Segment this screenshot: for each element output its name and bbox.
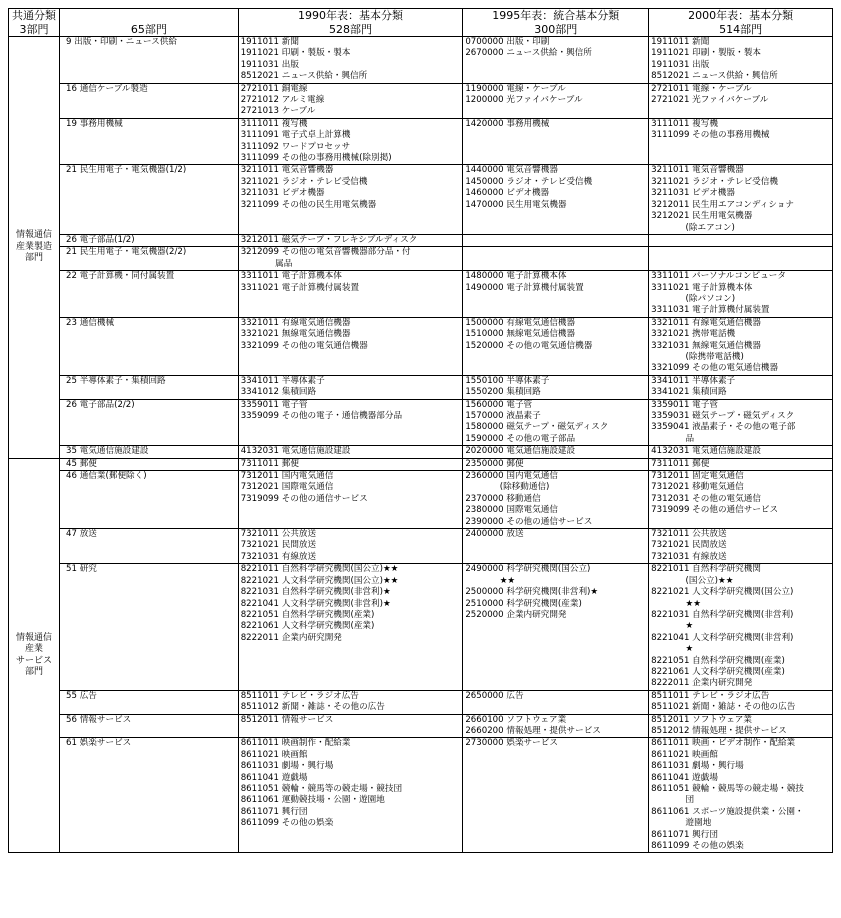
- group-label-line: 産業製造: [16, 241, 53, 252]
- classification-code-line: 8512011 ソフトウェア業: [651, 714, 752, 725]
- classification-code-line: 3321031 無線電気通信機器: [651, 340, 761, 351]
- classification-code-line: 2660200 情報処理・提供サービス: [465, 725, 601, 736]
- classification-code-line: 8221011 自然科学研究機関: [651, 564, 761, 575]
- classification-code-line: 2650000 広告: [465, 690, 524, 701]
- classification-code-line: 2500000 科学研究機関(非営利)★: [465, 587, 599, 598]
- classification-code-line: 3211021 ラジオ・テレビ受信機: [240, 176, 368, 187]
- table-row: [9, 690, 833, 714]
- classification-code-line: 1490000 電子計算機付属装置: [465, 282, 584, 293]
- classification-code-line: 3212011 民生用エアコンディショナ: [651, 199, 795, 210]
- classification-code-line: 8611021 映画館: [240, 749, 308, 760]
- classification-code-line: 7319099 その他の通信サービス: [240, 493, 368, 504]
- classification-code-line: 1580000 磁気テープ・磁気ディスク: [465, 422, 609, 433]
- classification-cell-1990: [238, 564, 463, 690]
- classification-cell-1990: [238, 375, 463, 399]
- classification-cell-1990: [238, 471, 463, 529]
- classification-code-line: 1420000 事務用機械: [465, 118, 550, 129]
- classification-cell-2000: [649, 317, 833, 375]
- classification-code-line: 1440000 電気音響機器: [465, 165, 558, 176]
- classification-code-line: 7312031 その他の電気通信: [651, 493, 761, 504]
- classification-code-line: 3111011 複写機: [240, 118, 308, 129]
- classification-code-line: 8511021 新聞・雑誌・その他の広告: [651, 702, 796, 713]
- classification-cell-1995: [463, 118, 649, 165]
- header-65-sectors: 65部門: [60, 9, 239, 37]
- table-row: [9, 118, 833, 165]
- classification-cell-2000: [649, 690, 833, 714]
- classification-code-line: 3341021 集積回路: [651, 387, 727, 398]
- classification-cell-1990: [238, 247, 463, 271]
- table-row: [9, 471, 833, 529]
- classification-cell-1995: [463, 317, 649, 375]
- classification-code-line: ★: [651, 644, 694, 655]
- classification-code-line: 8611011 映画・ビデオ制作・配給業: [651, 738, 796, 749]
- classification-code-line: 3321099 その他の電気通信機器: [240, 340, 368, 351]
- classification-cell-1995: [463, 375, 649, 399]
- classification-table: [8, 8, 833, 853]
- classification-code-line: 2020000 電気通信施設建設: [465, 446, 576, 457]
- classification-code-line: 2370000 移動通信: [465, 493, 541, 504]
- classification-cell-1990: [238, 83, 463, 118]
- table-row: [9, 399, 833, 446]
- classification-code-line: 8611031 劇場・興行場: [651, 761, 744, 772]
- classification-cell-2000: [649, 529, 833, 564]
- classification-code-line: 1911031 出版: [651, 59, 710, 70]
- classification-cell-1990: [238, 118, 463, 165]
- classification-code-line: 3341011 半導体素子: [651, 375, 736, 386]
- classification-code-line: 1480000 電子計算機本体: [465, 271, 567, 282]
- classification-code-line: 8611071 興行団: [240, 806, 308, 817]
- classification-code-line: 2510000 科学研究機関(産業): [465, 598, 582, 609]
- classification-code-line: 1510000 無線電気通信機器: [465, 329, 576, 340]
- classification-code-line: 8511011 テレビ・ラジオ広告: [651, 690, 770, 701]
- classification-code-line: 3321011 有線電気通信機器: [651, 317, 761, 328]
- classification-code-line: 8221061 人文科学研究機関(産業): [651, 666, 785, 677]
- classification-code-line: 4132031 電気通信施設建設: [651, 446, 761, 457]
- header-common-classification: 共通分類 3部門: [9, 9, 60, 37]
- classification-code-line: 3359031 磁気テープ・磁気ディスク: [651, 411, 795, 421]
- classification-code-line: 2390000 その他の通信サービス: [465, 516, 593, 527]
- table-body: [9, 37, 833, 853]
- classification-code-line: 8221011 自然科学研究機関(国公立)★★: [240, 564, 399, 575]
- table-row: [9, 714, 833, 738]
- classification-code-line: 3211031 ビデオ機器: [651, 188, 735, 199]
- classification-cell-2000: [649, 83, 833, 118]
- classification-code-line: 7321021 民間放送: [240, 540, 317, 551]
- group-label-line: 部門: [25, 667, 44, 678]
- classification-code-line: 8611011 映画制作・配給業: [240, 738, 351, 749]
- classification-code-line: 8221041 人文科学研究機関(非営利)★: [240, 598, 391, 609]
- classification-code-line: (除エアコン): [651, 222, 735, 233]
- classification-code-line: 1550100 半導体素子: [465, 375, 550, 386]
- classification-code-line: 8511011 テレビ・ラジオ広告: [240, 690, 359, 701]
- table-row: [9, 529, 833, 564]
- classification-code-line: 8611051 競輪・競馬等の競走場・競技: [651, 784, 804, 794]
- classification-code-line: 3212099 その他の電気音響機器部分品・付: [240, 247, 411, 258]
- classification-code-line: 8611041 遊戯場: [240, 772, 308, 783]
- classification-code-line: 1470000 民生用電気機器: [465, 199, 567, 210]
- sector-cell: 16 通信ケーブル製造: [60, 83, 239, 118]
- group-label: [9, 37, 60, 459]
- classification-cell-1995: [463, 690, 649, 714]
- table-row: [9, 738, 833, 853]
- classification-code-line: 7312021 国際電気通信: [240, 482, 334, 493]
- classification-code-line: 8611061 スポーツ施設提供業・公園・: [651, 806, 804, 817]
- classification-cell-2000: [649, 118, 833, 165]
- group-label-line: 情報通信: [16, 632, 53, 643]
- classification-code-line: 7321031 有線放送: [651, 551, 727, 562]
- classification-code-line: 1460000 ビデオ機器: [465, 188, 550, 199]
- classification-code-line: 1560000 電子管: [465, 399, 533, 410]
- classification-cell-1990: [238, 529, 463, 564]
- classification-code-line: 3212021 民生用電気機器: [651, 211, 753, 222]
- table-row: [9, 165, 833, 234]
- classification-code-line: 3111099 その他の事務用機械(除別掲): [240, 153, 392, 164]
- classification-cell-1990: [238, 458, 463, 470]
- classification-cell-1990: [238, 446, 463, 458]
- classification-code-line: 8611021 映画館: [651, 749, 718, 760]
- classification-cell-1995: [463, 37, 649, 84]
- classification-code-line: 2660100 ソフトウェア業: [465, 714, 567, 725]
- classification-code-line: 3341012 集積回路: [240, 387, 317, 398]
- classification-code-line: 1590000 その他の電子部品: [465, 433, 576, 444]
- classification-code-line: 2520000 企業内研究開発: [465, 609, 567, 620]
- classification-cell-1995: [463, 458, 649, 470]
- classification-code-line: 1570000 液晶素子: [465, 411, 541, 421]
- classification-code-line: 3321021 無線電気通信機器: [240, 329, 351, 340]
- sector-cell: 45 郵便: [60, 458, 239, 470]
- classification-code-line: 団: [651, 795, 695, 806]
- classification-cell-2000: [649, 564, 833, 690]
- header-row: [9, 9, 833, 37]
- classification-code-line: (国公立)★★: [651, 575, 734, 586]
- classification-code-line: 属品: [240, 258, 293, 269]
- classification-code-line: 7319099 その他の通信サービス: [651, 505, 779, 516]
- table-row: [9, 37, 833, 84]
- group-label: [9, 458, 60, 853]
- sector-cell: 9 出版・印刷・ニュース供給: [60, 37, 239, 84]
- classification-code-line: 8221051 自然科学研究機関(産業): [651, 655, 785, 666]
- sector-cell: 26 電子部品(1/2): [60, 234, 239, 246]
- sector-cell: 22 電子計算機・同付属装置: [60, 271, 239, 318]
- classification-code-line: 3212011 磁気テープ・フレキシブルディスク: [240, 234, 418, 245]
- classification-cell-2000: [649, 165, 833, 234]
- classification-code-line: 7312021 移動電気通信: [651, 482, 744, 493]
- classification-cell-2000: [649, 714, 833, 738]
- classification-code-line: 3359041 液晶素子・その他の電子部: [651, 422, 796, 433]
- classification-cell-1995: [463, 165, 649, 234]
- group-label-line: 情報通信: [16, 230, 53, 241]
- classification-code-line: 1911031 出版: [240, 59, 299, 70]
- classification-cell-1995: [463, 529, 649, 564]
- classification-code-line: 2400000 放送: [465, 529, 524, 540]
- sector-cell: 19 事務用機械: [60, 118, 239, 165]
- classification-code-line: 2670000 ニュース供給・興信所: [465, 48, 592, 59]
- sector-cell: 46 通信業(郵便除く): [60, 471, 239, 529]
- classification-code-line: 3111011 複写機: [651, 118, 718, 129]
- sector-cell: 61 娯楽サービス: [60, 738, 239, 853]
- classification-code-line: 1550200 集積回路: [465, 387, 541, 398]
- classification-code-line: 8221051 自然科学研究機関(産業): [240, 609, 375, 620]
- group-label-line: 産業: [25, 644, 44, 655]
- classification-code-line: 8512021 ニュース供給・興信所: [240, 71, 368, 82]
- classification-code-line: 品: [651, 433, 695, 444]
- classification-code-line: 8611061 運動競技場・公園・遊園地: [240, 795, 385, 806]
- table-row: [9, 247, 833, 271]
- classification-cell-1995: [463, 247, 649, 271]
- classification-code-line: 8512012 情報処理・提供サービス: [651, 725, 787, 736]
- classification-cell-2000: [649, 247, 833, 271]
- group-label-line: サービス: [16, 655, 53, 666]
- classification-cell-2000: [649, 37, 833, 84]
- classification-code-line: 8221061 人文科学研究機関(産業): [240, 621, 375, 632]
- classification-code-line: 3359011 電子管: [240, 399, 308, 410]
- classification-code-line: 8221031 自然科学研究機関(非営利)★: [240, 587, 391, 598]
- classification-code-line: 3311011 電子計算機本体: [240, 271, 342, 282]
- classification-cell-1995: [463, 738, 649, 853]
- table-row: [9, 458, 833, 470]
- sector-cell: 55 広告: [60, 690, 239, 714]
- classification-code-line: 2490000 科学研究機関(国公立): [465, 564, 591, 575]
- table-row: [9, 564, 833, 690]
- classification-code-line: 7312011 固定電気通信: [651, 471, 744, 482]
- classification-code-line: 2721011 銅電線: [240, 83, 308, 94]
- classification-cell-1990: [238, 690, 463, 714]
- classification-code-line: 8222011 企業内研究開発: [240, 632, 342, 643]
- classification-code-line: 8221021 人文科学研究機関(国公立)★★: [240, 575, 399, 586]
- classification-code-line: 2721021 光ファイバケーブル: [651, 95, 769, 106]
- classification-cell-1990: [238, 165, 463, 234]
- table-row: [9, 83, 833, 118]
- classification-code-line: 3311031 電子計算機付属装置: [651, 305, 770, 316]
- table-row: [9, 446, 833, 458]
- classification-cell-1990: [238, 271, 463, 318]
- classification-cell-1990: [238, 37, 463, 84]
- classification-code-line: 8222011 企業内研究開発: [651, 678, 753, 689]
- classification-code-line: 1500000 有線電気通信機器: [465, 317, 576, 328]
- sector-cell: 21 民生用電子・電気機器(1/2): [60, 165, 239, 234]
- classification-code-line: 1520000 その他の電気通信機器: [465, 340, 593, 351]
- classification-code-line: 8511012 新聞・雑誌・その他の広告: [240, 702, 385, 713]
- classification-code-line: 2721011 電線・ケーブル: [651, 83, 752, 94]
- sector-cell: 26 電子部品(2/2): [60, 399, 239, 446]
- classification-code-line: 7311011 郵便: [240, 458, 299, 469]
- classification-code-line: 3111092 ワードプロセッサ: [240, 141, 351, 152]
- classification-cell-2000: [649, 271, 833, 318]
- classification-code-line: 3311011 パーソナルコンピュータ: [651, 271, 786, 282]
- header-2000-table: 2000年表：基本分類 514部門: [649, 9, 833, 37]
- classification-code-line: 3111091 電子式卓上計算機: [240, 130, 351, 141]
- classification-cell-2000: [649, 738, 833, 853]
- classification-code-line: ★: [651, 621, 694, 632]
- classification-code-line: 3321011 有線電気通信機器: [240, 317, 351, 328]
- classification-code-line: 3359011 電子管: [651, 399, 718, 410]
- classification-cell-1995: [463, 83, 649, 118]
- classification-code-line: 1200000 光ファイバケーブル: [465, 95, 583, 106]
- classification-code-line: 2380000 国際電気通信: [465, 505, 558, 516]
- classification-cell-1995: [463, 471, 649, 529]
- header-1995-table: 1995年表：統合基本分類 300部門: [463, 9, 649, 37]
- classification-code-line: 8611051 競輪・競馬等の競走場・競技団: [240, 784, 403, 794]
- classification-code-line: 2721013 ケーブル: [240, 106, 316, 117]
- classification-code-line: 3211031 ビデオ機器: [240, 188, 325, 199]
- classification-code-line: 3211099 その他の民生用電気機器: [240, 199, 377, 210]
- classification-code-line: 8512011 情報サービス: [240, 714, 334, 725]
- classification-cell-1995: [463, 399, 649, 446]
- sector-cell: 51 研究: [60, 564, 239, 690]
- classification-cell-2000: [649, 471, 833, 529]
- classification-code-line: 1911011 新聞: [651, 37, 710, 47]
- classification-code-line: 0700000 出版・印刷: [465, 37, 550, 47]
- classification-cell-2000: [649, 458, 833, 470]
- classification-cell-1990: [238, 317, 463, 375]
- classification-code-line: 8221021 人文科学研究機関(国公立): [651, 587, 794, 598]
- table-row: [9, 317, 833, 375]
- classification-code-line: 2350000 郵便: [465, 458, 524, 469]
- classification-code-line: (除パソコン): [651, 293, 736, 304]
- classification-cell-1995: [463, 446, 649, 458]
- classification-code-line: 8221041 人文科学研究機関(非営利): [651, 632, 794, 643]
- table-row: [9, 271, 833, 318]
- classification-cell-2000: [649, 234, 833, 246]
- table-row: [9, 234, 833, 246]
- classification-code-line: 3211011 電気音響機器: [240, 165, 334, 176]
- classification-code-line: 8221031 自然科学研究機関(非営利): [651, 609, 794, 620]
- classification-code-line: (除携帯電話機): [651, 351, 744, 362]
- sector-cell: 21 民生用電子・電気機器(2/2): [60, 247, 239, 271]
- classification-cell-1990: [238, 399, 463, 446]
- classification-code-line: 3311021 電子計算機本体: [651, 282, 753, 293]
- classification-code-line: 8611099 その他の娯楽: [651, 841, 744, 852]
- classification-code-line: 1911021 印刷・製版・製本: [651, 48, 761, 59]
- classification-code-line: 2721012 アルミ電線: [240, 95, 325, 106]
- classification-cell-1990: [238, 738, 463, 853]
- classification-code-line: 3341011 半導体素子: [240, 375, 325, 386]
- classification-code-line: 3211021 ラジオ・テレビ受信機: [651, 176, 778, 187]
- classification-cell-1995: [463, 271, 649, 318]
- classification-code-line: 8512021 ニュース供給・興信所: [651, 71, 778, 82]
- classification-cell-2000: [649, 399, 833, 446]
- classification-code-line: 8611031 劇場・興行場: [240, 761, 334, 772]
- classification-cell-1990: [238, 714, 463, 738]
- classification-code-line: ★★: [651, 598, 701, 609]
- classification-code-line: (除移動通信): [465, 482, 550, 493]
- classification-code-line: 3321021 携帯電話機: [651, 329, 736, 340]
- classification-cell-1990: [238, 234, 463, 246]
- classification-code-line: 8611041 遊戯場: [651, 772, 718, 783]
- classification-cell-2000: [649, 446, 833, 458]
- classification-code-line: 7312011 国内電気通信: [240, 471, 334, 482]
- classification-code-line: 3111099 その他の事務用機械: [651, 130, 770, 141]
- classification-code-line: 7321011 公共放送: [651, 529, 727, 540]
- sector-cell: 23 通信機械: [60, 317, 239, 375]
- classification-code-line: 遊園地: [651, 818, 712, 829]
- classification-code-line: 7311011 郵便: [651, 458, 710, 469]
- classification-cell-1995: [463, 564, 649, 690]
- classification-code-line: 4132031 電気通信施設建設: [240, 446, 351, 457]
- sector-cell: 47 放送: [60, 529, 239, 564]
- sector-cell: 25 半導体素子・集積回路: [60, 375, 239, 399]
- classification-code-line: 3311021 電子計算機付属装置: [240, 282, 360, 293]
- classification-code-line: 1450000 ラジオ・テレビ受信機: [465, 176, 593, 187]
- group-label-line: 部門: [25, 253, 44, 264]
- classification-code-line: 8611099 その他の娯楽: [240, 818, 334, 829]
- classification-code-line: 7321021 民間放送: [651, 540, 727, 551]
- header-1990-table: 1990年表：基本分類 528部門: [238, 9, 463, 37]
- classification-code-line: 7321031 有線放送: [240, 551, 317, 562]
- classification-code-line: 1190000 電線・ケーブル: [465, 83, 566, 94]
- sector-cell: 35 電気通信施設建設: [60, 446, 239, 458]
- table-row: [9, 375, 833, 399]
- classification-code-line: 8611071 興行団: [651, 829, 718, 840]
- classification-code-line: 2360000 国内電気通信: [465, 471, 558, 482]
- classification-code-line: 3359099 その他の電子・通信機器部分品: [240, 411, 403, 421]
- classification-code-line: 3321099 その他の電気通信機器: [651, 363, 779, 374]
- classification-cell-2000: [649, 375, 833, 399]
- classification-code-line: 7321011 公共放送: [240, 529, 317, 540]
- classification-code-line: 1911021 印刷・製版・製本: [240, 48, 351, 59]
- classification-cell-1995: [463, 714, 649, 738]
- sector-cell: 56 情報サービス: [60, 714, 239, 738]
- classification-code-line: ★★: [465, 575, 516, 586]
- classification-code-line: 3211011 電気音響機器: [651, 165, 744, 176]
- classification-code-line: 2730000 娯楽サービス: [465, 738, 558, 749]
- classification-code-line: 1911011 新聞: [240, 37, 299, 47]
- classification-cell-1995: [463, 234, 649, 246]
